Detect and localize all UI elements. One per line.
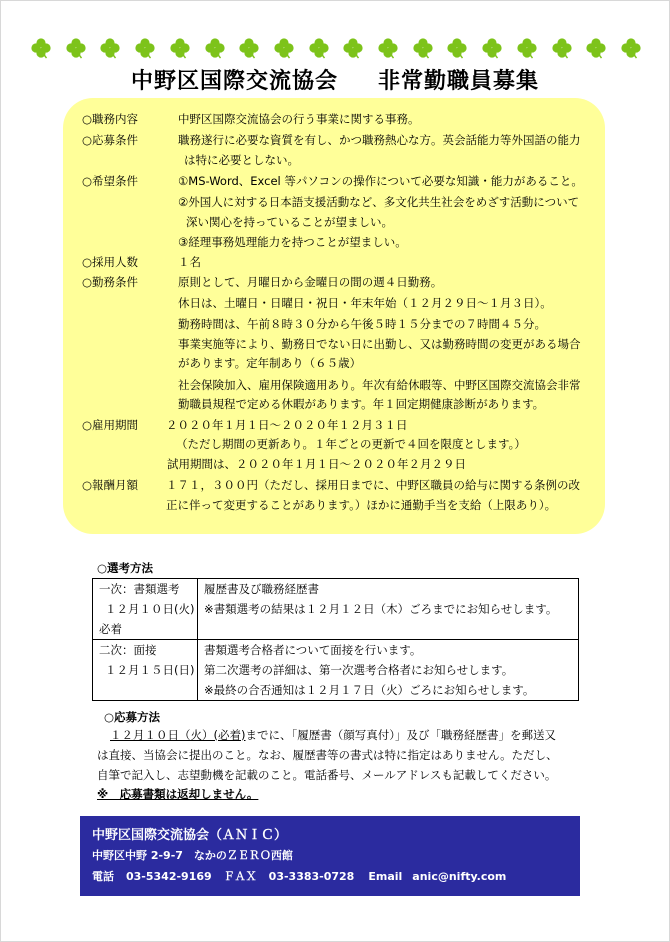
preferred-line: ③経理事務処理能力を持つことが望ましい。 <box>178 235 407 249</box>
label-job-duties: ○職務内容 <box>82 112 139 126</box>
work-conditions-line: 勤務時間は、午前８時３０分から午後５時１５分までの７時間４５分。 <box>178 317 546 331</box>
four-leaf-clover-icon <box>30 37 52 59</box>
requirements-line: 職務遂行に必要な資質を有し、かつ職務熱心な方。英会話能力等外国語の能力 <box>178 133 581 147</box>
stage-line: 一次：書類選考 <box>99 582 180 596</box>
four-leaf-clover-icon <box>585 37 607 59</box>
label-requirements: ○応募条件 <box>82 133 139 147</box>
salary-line: １７１，３００円（ただし、採用日までに、中野区職員の給与に関する条例の改 <box>166 478 580 492</box>
selection-detail-cell <box>198 579 579 640</box>
footer-org: 中野区国際交流協会（ＡＮＩＣ） <box>92 828 288 843</box>
title-org: 中野区国際交流協会 <box>130 69 338 94</box>
email-label: Email <box>368 870 403 883</box>
detail-line: 第二次選考の詳細は、第一次選考合格者にお知らせします。 <box>204 663 514 677</box>
stage-line: １２月１０日(火) <box>105 602 195 616</box>
application-text: までに、「履歴書（顔写真付）」及び「職務経歴書」を郵送又 <box>245 728 556 742</box>
work-conditions-line: 事業実施等により、勤務日でない日に出勤し、又は勤務時間の変更がある場合 <box>178 337 581 351</box>
four-leaf-clover-icon <box>134 37 156 59</box>
job-duties-text: 中野区国際交流協会の行う事業に関する事務。 <box>178 112 420 126</box>
four-leaf-clover-icon <box>99 37 121 59</box>
employment-period-line: 試用期間は、２０２０年１月１日～２０２０年２月２９日 <box>167 457 466 471</box>
selection-stage-cell <box>93 579 198 640</box>
email-address[interactable]: anic@nifty.com <box>412 870 507 883</box>
selection-stage-cell <box>93 640 198 701</box>
footer-contact-line <box>92 868 506 884</box>
detail-line: 履歴書及び職務経歴書 <box>204 582 319 596</box>
clover-decoration-row <box>30 36 642 60</box>
four-leaf-clover-icon <box>620 37 642 59</box>
selection-detail-cell <box>198 640 579 701</box>
headcount-text: １名 <box>178 255 201 269</box>
detail-line: ※書類選考の結果は１２月１２日（木）ごろまでにお知らせします。 <box>204 602 558 616</box>
four-leaf-clover-icon <box>308 37 330 59</box>
application-line-3: 自筆で記入し、志望動機を記載のこと。電話番号、メールアドレスも記載してください。 <box>97 768 557 782</box>
label-employment-period: ○雇用期間 <box>82 418 139 432</box>
application-heading: ○応募方法 <box>104 710 161 724</box>
stage-line: 二次：面接 <box>99 643 157 657</box>
four-leaf-clover-icon <box>377 37 399 59</box>
preferred-line: ①MS-Word、Excel 等パソコンの操作について必要な知識・能力があること。 <box>178 174 583 188</box>
preferred-line: 深い関心を持っていることが望ましい。 <box>186 215 393 229</box>
requirements-line: は特に必要としない。 <box>184 153 299 167</box>
stage-line: 必着 <box>99 622 122 636</box>
application-line-1 <box>110 728 556 742</box>
work-conditions-line: 原則として、月曜日から金曜日の間の週４日勤務。 <box>178 275 443 289</box>
contact-footer <box>80 816 580 896</box>
four-leaf-clover-icon <box>169 37 191 59</box>
four-leaf-clover-icon <box>412 37 434 59</box>
employment-period-line: ２０２０年１月１日～２０２０年１２月３１日 <box>166 418 408 432</box>
four-leaf-clover-icon <box>204 37 226 59</box>
label-work-conditions: ○勤務条件 <box>82 275 139 289</box>
application-note: ※ 応募書類は返却しません。 <box>97 787 259 801</box>
selection-heading: ○選考方法 <box>97 561 154 575</box>
work-conditions-line: 社会保険加入、雇用保険適用あり。年次有給休暇等、中野区国際交流協会非常 <box>178 378 581 392</box>
work-conditions-line: 勤職員規程で定める休暇があります。年１回定期健康診断があります。 <box>178 397 545 411</box>
work-conditions-line: 休日は、土曜日・日曜日・祝日・年末年始（１２月２９日～１月３日）。 <box>178 296 552 310</box>
four-leaf-clover-icon <box>446 37 468 59</box>
label-headcount: ○採用人数 <box>82 255 139 269</box>
salary-line: 正に伴って変更することがあります。）ほかに通勤手当を支給（上限あり）。 <box>166 498 557 512</box>
page-title <box>0 64 670 95</box>
application-line-2: は直接、当協会に提出のこと。なお、履歴書等の書式は特に指定はありません。ただし、 <box>97 748 558 762</box>
footer-address: 中野区中野 2-9-7 なかのＺＥＲＯ西館 <box>92 849 293 862</box>
table-row <box>93 579 579 640</box>
phone-label: 電話 <box>92 870 114 883</box>
four-leaf-clover-icon <box>481 37 503 59</box>
employment-period-line: （ただし期間の更新あり。１年ごとの更新で４回を限度とします。） <box>176 437 526 451</box>
four-leaf-clover-icon <box>65 37 87 59</box>
label-preferred: ○希望条件 <box>82 174 139 188</box>
selection-table <box>92 578 579 701</box>
stage-line: １２月１５日(日) <box>105 663 195 677</box>
label-salary: ○報酬月額 <box>82 478 139 492</box>
detail-line: ※最終の合否通知は１２月１７日（火）ごろにお知らせします。 <box>204 683 535 697</box>
four-leaf-clover-icon <box>273 37 295 59</box>
table-row <box>93 640 579 701</box>
fax-label: ＦＡＸ <box>223 870 257 883</box>
detail-line: 書類選考合格者について面接を行います。 <box>204 643 422 657</box>
preferred-line: ②外国人に対する日本語支援活動など、多文化共生社会をめざす活動について <box>178 195 580 209</box>
four-leaf-clover-icon <box>516 37 538 59</box>
four-leaf-clover-icon <box>238 37 260 59</box>
work-conditions-line: があります。定年制あり（６５歳） <box>178 356 362 370</box>
four-leaf-clover-icon <box>342 37 364 59</box>
phone-number: 03-5342-9169 <box>126 870 212 883</box>
fax-number: 03-3383-0728 <box>268 870 355 883</box>
four-leaf-clover-icon <box>551 37 573 59</box>
application-deadline: １２月１０日（火）(必着) <box>110 728 246 742</box>
title-recruitment: 非常勤職員募集 <box>378 69 540 94</box>
